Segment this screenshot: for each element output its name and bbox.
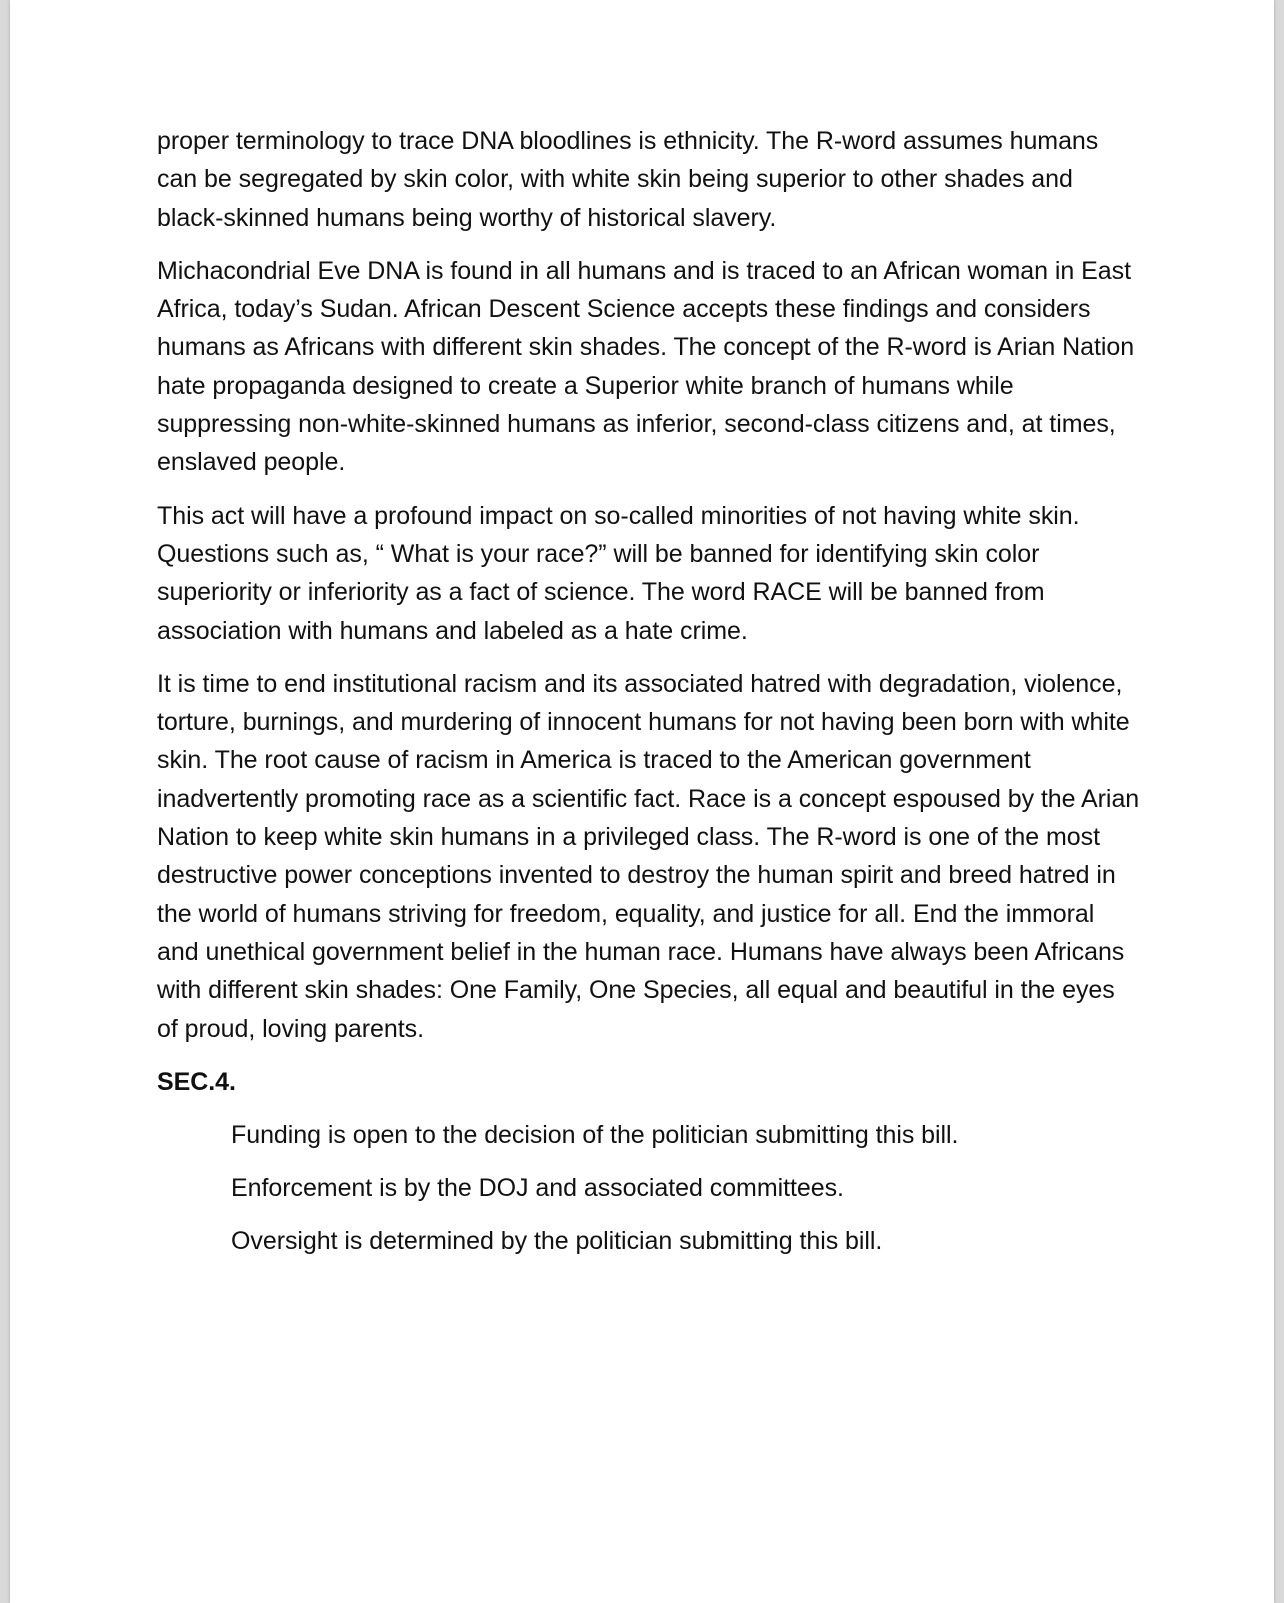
document-body — [157, 122, 1142, 1276]
paragraph-mitochondrial-eve: Michacondrial Eve DNA is found in all humans and is traced to an African woman in East Africa, today’s Sudan. African Descent Science accepts these findings and considers humans as Africans with different skin shades. The concept of the R-word is Arian Nation hate propaganda designed to create a Superior white branch of humans while suppressing non-white-skinned humans as inferior, second-class citizens and, at times, enslaved people. — [157, 256, 1135, 477]
section-item-enforcement: Enforcement is by the DOJ and associated committees. — [231, 1174, 844, 1203]
section-item-oversight: Oversight is determined by the politician submitting this bill. — [231, 1227, 883, 1256]
document-page — [10, 0, 1274, 1603]
section-heading: SEC.4. — [157, 1067, 236, 1096]
paragraph-ethnicity: proper terminology to trace DNA bloodlines is ethnicity. The R-word assumes humans can be segregated by skin color, with white skin being superior to other shades and black-skinned humans being worthy of historical slavery. — [157, 127, 1099, 232]
section-item-funding: Funding is open to the decision of the politician submitting this bill. — [231, 1120, 959, 1149]
paragraph-act-impact: This act will have a profound impact on so-called minorities of not having white skin. Questions such as, “ What is your race?” will be banned for identifying skin color superiority or inferiority as a fact of science. The word RACE will be banned from association with humans and labeled as a hate crime. — [157, 501, 1080, 645]
section-items — [157, 1116, 1142, 1261]
paragraph-end-racism: It is time to end institutional racism and its associated hatred with degradation, violence, torture, burnings, and murdering of innocent humans for not having been born with white skin. The root cause of racism in America is traced to the American government inadvertently promoting race as a scientific fact. Race is a concept espoused by the Arian Nation to keep white skin humans in a privileged class. The R-word is one of the most destructive power conceptions invented to destroy the human spirit and breed hatred in the world of humans striving for freedom, equality, and justice for all. End the immoral and unethical government belief in the human race. Humans have always been Africans with different skin shades: One Family, One Species, all equal and beautiful in the eyes of proud, loving parents. — [157, 669, 1140, 1043]
